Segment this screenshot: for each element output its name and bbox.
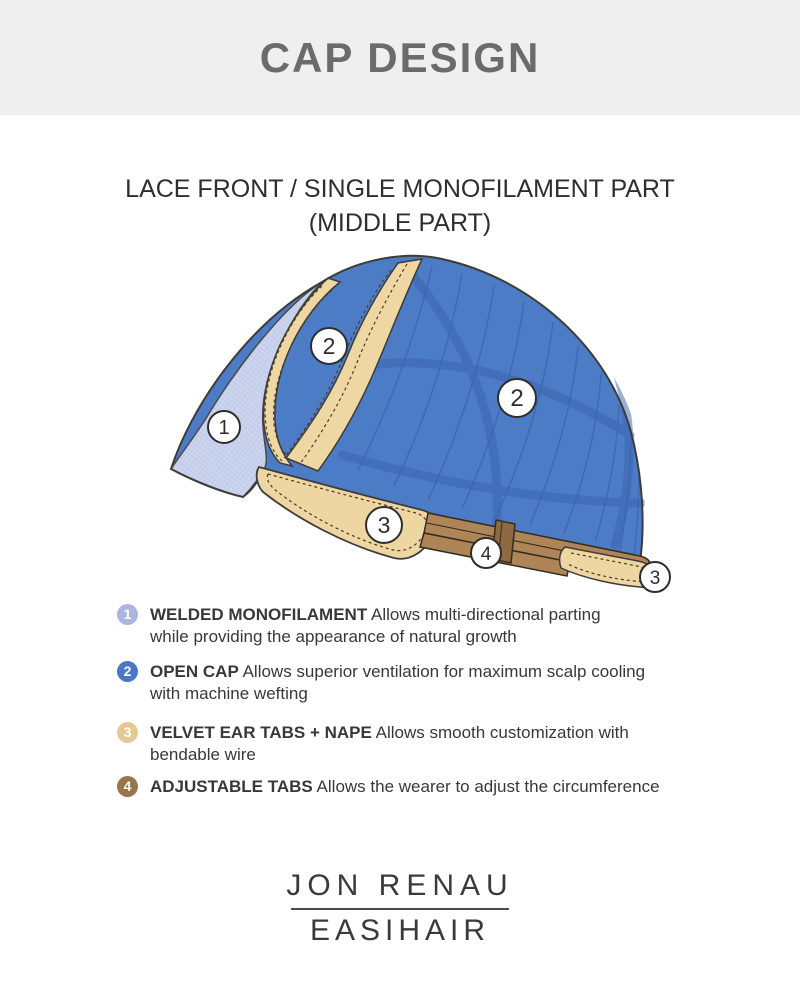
callout-2-main-label: 2 [510,385,524,412]
legend [117,604,717,811]
legend-title-4: ADJUSTABLE TABS [150,777,313,796]
legend-item-adjustable-tabs [117,776,717,798]
legend-desc-1b: while providing the appearance of natural growth [150,627,517,646]
legend-item-welded-monofilament [117,604,717,648]
legend-badge-4: 4 [117,776,138,797]
brand-name-jon-renau: JON RENAU [286,869,514,902]
callout-1-label: 1 [218,417,230,439]
legend-desc-3a: Allows smooth customization with [371,723,629,742]
legend-badge-3: 3 [117,722,138,743]
diagram-subtitle [0,172,800,240]
legend-title-1: WELDED MONOFILAMENT [150,605,368,624]
legend-title-2: OPEN CAP [150,662,239,681]
legend-desc-2a: Allows superior ventilation for maximum scalp cooling [238,662,646,681]
legend-item-velvet-ear-tabs [117,722,717,766]
legend-desc-3b: bendable wire [150,745,256,764]
legend-desc-2b: with machine wefting [150,684,308,703]
legend-text-4 [150,776,710,798]
legend-desc-4a: Allows the wearer to adjust the circumference [312,777,660,796]
legend-desc-1a: Allows multi-directional parting [367,605,601,624]
brand-divider [291,908,509,910]
callout-2-front-label: 2 [322,333,336,359]
brand-logo [0,869,800,948]
legend-title-3: VELVET EAR TABS + NAPE [150,723,372,742]
cap-diagram-svg [110,250,690,610]
callout-4-label: 4 [480,544,492,565]
brand-name-easihair: EASIHAIR [309,914,491,947]
subtitle-line-1: LACE FRONT / SINGLE MONOFILAMENT PART [125,175,675,203]
legend-badge-2: 2 [117,661,138,682]
callout-3-ear-label: 3 [377,512,391,538]
page-title: CAP DESIGN [259,33,541,81]
legend-text-1 [150,604,710,648]
callout-3-nape-label: 3 [649,568,661,589]
cap-diagram [110,250,690,610]
legend-text-3 [150,722,710,766]
header-band [0,0,800,115]
legend-badge-1: 1 [117,604,138,625]
legend-text-2 [150,661,710,705]
subtitle-line-2: (MIDDLE PART) [308,209,492,237]
legend-item-open-cap [117,661,717,705]
